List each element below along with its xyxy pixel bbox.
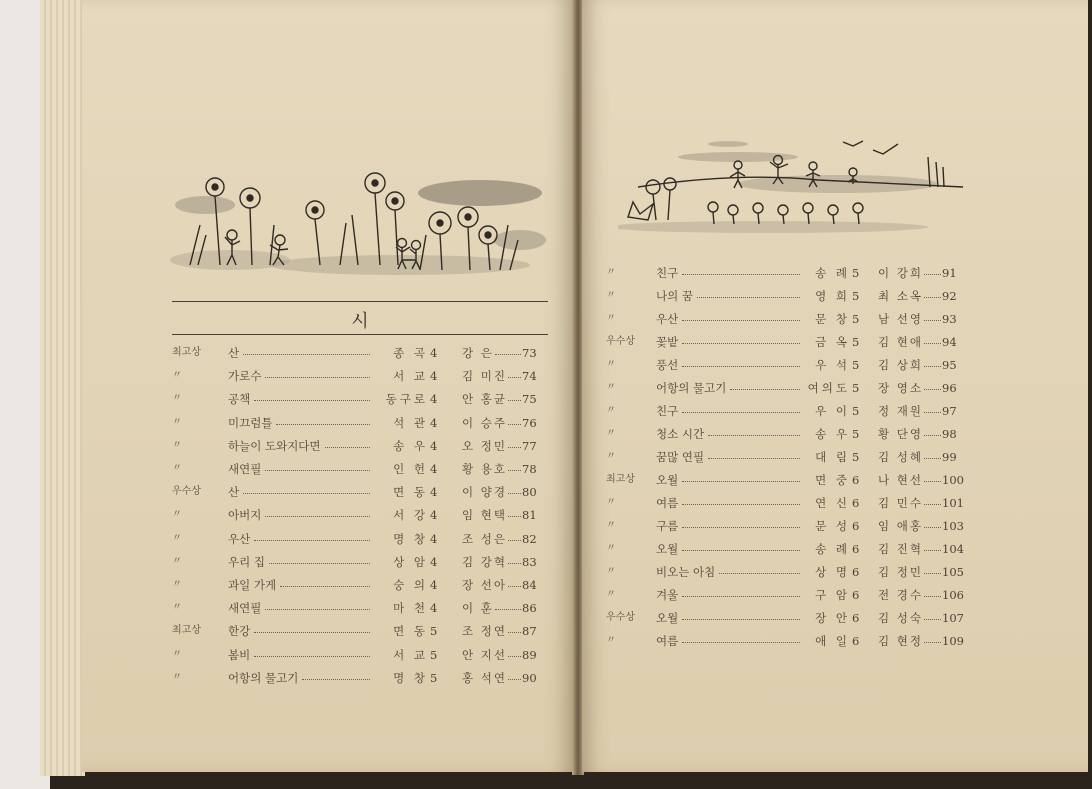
toc-award: 〃	[172, 463, 182, 474]
dot-leader	[265, 470, 370, 471]
toc-school: 송 우	[393, 438, 428, 453]
toc-grade: 5	[852, 312, 860, 326]
toc-page-number: 96	[942, 381, 957, 395]
toc-grade: 5	[430, 647, 438, 662]
dot-leader	[682, 366, 800, 367]
toc-title: 겨울	[656, 588, 679, 602]
toc-school: 송 우	[815, 427, 850, 441]
toc-poet: 김 현정	[878, 634, 923, 648]
dot-leader	[924, 458, 941, 459]
toc-poet: 이 훈	[462, 601, 494, 616]
toc-poet: 정 재원	[878, 404, 923, 418]
dot-leader	[924, 573, 941, 574]
toc-award: 〃	[606, 635, 616, 646]
toc-school: 애 일	[815, 634, 850, 648]
toc-title: 친구	[656, 404, 679, 418]
toc-poet: 남 선영	[878, 312, 923, 326]
toc-award: 우수상	[606, 612, 635, 623]
dot-leader	[924, 527, 941, 528]
toc-poet: 장 선아	[462, 578, 507, 592]
toc-page-number: 75	[522, 392, 537, 407]
toc-title: 여름	[656, 496, 679, 510]
toc-entry	[606, 584, 986, 606]
dot-leader	[508, 586, 521, 587]
toc-title: 나의 꿈	[656, 289, 693, 303]
toc-school: 상 암	[393, 554, 428, 569]
toc-title: 꿈많 연필	[656, 450, 705, 464]
toc-award: 〃	[172, 671, 182, 683]
toc-award: 〃	[606, 313, 616, 324]
toc-grade: 6	[852, 542, 860, 556]
toc-entry	[606, 561, 986, 583]
dot-leader	[924, 435, 941, 436]
dot-leader	[682, 412, 800, 413]
toc-school: 면 동	[393, 624, 428, 639]
toc-award: 〃	[606, 589, 616, 600]
toc-title: 가로수	[228, 369, 262, 384]
toc-award: 최고상	[172, 625, 201, 637]
toc-award: 〃	[606, 566, 616, 577]
toc-grade: 6	[852, 519, 860, 533]
toc-entry	[606, 308, 986, 330]
children-hill-birds-illustration	[618, 132, 970, 237]
toc-entry	[172, 388, 552, 410]
toc-title: 비오는 아침	[656, 565, 716, 579]
toc-grade: 5	[852, 289, 860, 303]
dot-leader	[508, 470, 521, 471]
toc-grade: 6	[852, 473, 860, 487]
toc-school: 면 동	[393, 485, 428, 500]
toc-entry	[172, 574, 552, 596]
toc-grade: 6	[852, 611, 860, 625]
toc-school: 상 명	[815, 565, 850, 579]
toc-grade: 4	[430, 578, 438, 592]
dot-leader	[508, 447, 521, 448]
dot-leader	[924, 320, 941, 321]
toc-grade: 5	[852, 335, 860, 349]
dot-leader	[254, 656, 370, 657]
dot-leader	[508, 516, 521, 517]
toc-entry	[172, 412, 552, 434]
toc-award: 〃	[606, 359, 616, 370]
toc-poet: 조 성은	[462, 531, 507, 546]
toc-page-number: 105	[942, 565, 964, 579]
toc-title: 한강	[228, 624, 251, 639]
toc-entry	[172, 551, 552, 573]
toc-school: 명 창	[393, 531, 428, 546]
dot-leader	[254, 540, 370, 541]
dot-leader	[682, 596, 800, 597]
dot-leader	[508, 679, 521, 680]
dot-leader	[924, 550, 941, 551]
toc-grade: 4	[430, 462, 438, 476]
toc-award: 〃	[606, 382, 616, 393]
toc-poet: 김 정민	[878, 565, 923, 579]
section-title: 시	[351, 311, 369, 332]
toc-school: 면 중	[815, 473, 850, 487]
toc-title: 꽃밭	[656, 335, 679, 349]
toc-page-number: 89	[522, 647, 537, 662]
dot-leader	[508, 493, 521, 494]
toc-poet: 이 양경	[462, 485, 507, 500]
toc-poet: 안 홍균	[462, 392, 507, 407]
toc-title: 산	[228, 346, 240, 360]
toc-page-number: 77	[522, 438, 537, 453]
toc-entry	[172, 342, 552, 364]
dot-leader	[325, 447, 370, 448]
toc-poet: 조 정연	[462, 624, 507, 639]
dot-leader	[302, 679, 370, 680]
toc-page-number: 95	[942, 358, 957, 372]
toc-page-number: 87	[522, 624, 537, 639]
dot-leader	[730, 389, 800, 390]
toc-award: 〃	[606, 520, 616, 531]
toc-page-number: 80	[522, 485, 537, 500]
toc-page-number: 93	[942, 312, 957, 326]
dot-leader	[269, 563, 370, 564]
toc-title: 새연필	[228, 462, 262, 476]
toc-page-number: 91	[942, 266, 957, 280]
dot-leader	[682, 550, 800, 551]
toc-school: 종 곡	[393, 346, 428, 360]
toc-grade: 4	[430, 554, 438, 569]
toc-entry	[606, 377, 986, 399]
toc-page-number: 98	[942, 427, 957, 441]
toc-grade: 5	[852, 404, 860, 418]
toc-page-number: 100	[942, 473, 964, 487]
toc-entry	[606, 400, 986, 422]
toc-award: 우수상	[606, 336, 635, 347]
toc-award: 〃	[172, 393, 182, 405]
toc-poet: 오 정민	[462, 438, 507, 453]
toc-entry	[606, 423, 986, 445]
toc-grade: 6	[852, 634, 860, 648]
toc-page-number: 90	[522, 670, 537, 685]
toc-school: 동구로	[385, 392, 428, 407]
toc-award: 〃	[606, 543, 616, 554]
toc-school: 여의도	[807, 381, 850, 395]
dot-leader	[682, 343, 800, 344]
toc-school: 송 례	[815, 542, 850, 556]
dot-leader	[265, 516, 370, 517]
dot-leader	[682, 481, 800, 482]
dot-leader	[243, 493, 370, 494]
toc-poet: 안 지선	[462, 647, 507, 662]
toc-grade: 4	[430, 601, 438, 616]
toc-grade: 6	[852, 496, 860, 510]
dot-leader	[924, 504, 941, 505]
toc-title: 어항의 물고기	[228, 670, 299, 685]
toc-title: 하늘이 도와지다면	[228, 438, 321, 453]
toc-poet: 나 현선	[878, 473, 923, 487]
toc-entry	[172, 458, 552, 480]
toc-award: 〃	[606, 497, 616, 508]
toc-entry	[606, 492, 986, 514]
toc-title: 여름	[656, 634, 679, 648]
toc-grade: 5	[852, 450, 860, 464]
toc-school: 연 신	[815, 496, 850, 510]
toc-entry	[606, 515, 986, 537]
toc-entry	[606, 630, 986, 652]
toc-grade: 5	[852, 358, 860, 372]
toc-title: 풍선	[656, 358, 679, 372]
toc-page-number: 92	[942, 289, 957, 303]
dot-leader	[265, 609, 370, 610]
toc-school: 서 교	[393, 647, 428, 662]
toc-entry	[606, 469, 986, 491]
dot-leader	[682, 320, 800, 321]
dot-leader	[708, 435, 800, 436]
dot-leader	[682, 642, 800, 643]
toc-page-number: 109	[942, 634, 964, 648]
toc-title: 봄비	[228, 647, 251, 662]
toc-award: 〃	[172, 532, 182, 544]
toc-title: 아버지	[228, 508, 262, 523]
toc-award: 〃	[172, 509, 182, 521]
toc-school: 송 례	[815, 266, 850, 280]
toc-page-number: 99	[942, 450, 957, 464]
toc-entry	[172, 481, 552, 503]
toc-page-number: 74	[522, 369, 537, 384]
toc-poet: 이 강희	[878, 266, 923, 280]
dot-leader	[682, 274, 800, 275]
toc-poet: 김 민수	[878, 496, 923, 510]
toc-entry	[606, 446, 986, 468]
toc-page-number: 76	[522, 415, 537, 430]
dot-leader	[508, 563, 521, 564]
toc-grade: 6	[852, 565, 860, 579]
toc-title: 우산	[228, 531, 251, 546]
dot-leader	[280, 586, 370, 587]
toc-page-number: 97	[942, 404, 957, 418]
toc-poet: 장 영소	[878, 381, 923, 395]
toc-award: 우수상	[172, 486, 201, 498]
toc-title: 산	[228, 485, 240, 500]
dot-leader	[508, 540, 521, 541]
toc-title: 우리 집	[228, 554, 265, 569]
dot-leader	[243, 354, 370, 355]
toc-school: 인 헌	[393, 462, 428, 476]
toc-entry	[606, 538, 986, 560]
dot-leader	[254, 400, 370, 401]
toc-school: 우 석	[815, 358, 850, 372]
toc-award: 〃	[606, 405, 616, 416]
flowers-children-illustration	[170, 165, 550, 280]
toc-grade: 5	[430, 670, 438, 685]
dot-leader	[508, 424, 521, 425]
dot-leader	[924, 274, 941, 275]
toc-title: 우산	[656, 312, 679, 326]
toc-title: 어항의 물고기	[656, 381, 727, 395]
toc-school: 문 창	[815, 312, 850, 326]
section-rule-top	[172, 301, 548, 302]
toc-entry	[172, 365, 552, 387]
dot-leader	[508, 632, 521, 633]
toc-grade: 4	[430, 346, 438, 360]
toc-title: 친구	[656, 266, 679, 280]
toc-poet: 최 소옥	[878, 289, 923, 303]
toc-school: 서 교	[393, 369, 428, 384]
toc-poet: 임 애홍	[878, 519, 923, 533]
toc-school: 석 관	[393, 415, 428, 430]
dot-leader	[924, 343, 941, 344]
dot-leader	[495, 609, 521, 610]
toc-school: 숭 의	[393, 578, 428, 592]
toc-grade: 4	[430, 485, 438, 500]
toc-award: 〃	[172, 416, 182, 428]
toc-school: 우 이	[815, 404, 850, 418]
toc-grade: 5	[852, 381, 860, 395]
toc-grade: 4	[430, 438, 438, 453]
toc-school: 영 희	[815, 289, 850, 303]
toc-poet: 황 단영	[878, 427, 923, 441]
toc-title: 미끄럼틀	[228, 415, 273, 430]
dot-leader	[254, 632, 370, 633]
toc-page-number: 81	[522, 508, 537, 523]
dot-leader	[508, 400, 521, 401]
toc-poet: 황 용호	[462, 462, 507, 476]
dot-leader	[697, 297, 800, 298]
toc-grade: 4	[430, 508, 438, 523]
toc-title: 오월	[656, 473, 679, 487]
toc-grade: 5	[852, 427, 860, 441]
toc-award: 〃	[172, 579, 182, 590]
page-edges	[40, 0, 85, 776]
dot-leader	[508, 656, 521, 657]
toc-page-number: 78	[522, 462, 537, 476]
toc-grade: 4	[430, 392, 438, 407]
dot-leader	[682, 527, 800, 528]
toc-page-number: 73	[522, 346, 537, 360]
toc-poet: 김 성숙	[878, 611, 923, 625]
toc-school: 명 창	[393, 670, 428, 685]
toc-page-number: 83	[522, 554, 537, 569]
dot-leader	[719, 573, 800, 574]
toc-title: 오월	[656, 542, 679, 556]
toc-poet: 김 진혁	[878, 542, 923, 556]
toc-entry	[172, 528, 552, 550]
dot-leader	[924, 297, 941, 298]
toc-poet: 김 현애	[878, 335, 923, 349]
toc-award: 최고상	[606, 474, 635, 485]
toc-grade: 5	[430, 624, 438, 639]
toc-grade: 4	[430, 531, 438, 546]
toc-page-number: 84	[522, 578, 537, 592]
toc-award: 〃	[606, 451, 616, 462]
toc-title: 과일 가게	[228, 578, 277, 592]
dot-leader	[924, 412, 941, 413]
toc-entry	[172, 597, 552, 619]
toc-page-number: 82	[522, 531, 537, 546]
dot-leader	[924, 596, 941, 597]
toc-award: 〃	[172, 555, 182, 567]
section-rule-bottom	[172, 334, 548, 335]
dot-leader	[924, 481, 941, 482]
toc-entry	[606, 607, 986, 629]
toc-poet: 김 미진	[462, 369, 507, 384]
toc-award: 최고상	[172, 347, 201, 358]
toc-poet: 김 성혜	[878, 450, 923, 464]
toc-award: 〃	[172, 648, 182, 660]
dot-leader	[276, 424, 370, 425]
dot-leader	[682, 619, 800, 620]
toc-entry	[606, 262, 986, 284]
toc-grade: 6	[852, 588, 860, 602]
toc-school: 구 암	[815, 588, 850, 602]
toc-school: 문 성	[815, 519, 850, 533]
toc-award: 〃	[606, 267, 616, 278]
toc-title: 구름	[656, 519, 679, 533]
toc-school: 장 안	[815, 611, 850, 625]
toc-entry	[172, 504, 552, 526]
toc-school: 금 옥	[815, 335, 850, 349]
toc-poet: 전 경수	[878, 588, 923, 602]
toc-poet: 홍 석연	[462, 670, 507, 685]
toc-entry	[606, 331, 986, 353]
toc-poet: 김 상희	[878, 358, 923, 372]
dot-leader	[924, 389, 941, 390]
dot-leader	[708, 458, 800, 459]
toc-award: 〃	[172, 439, 182, 451]
dot-leader	[682, 504, 800, 505]
toc-grade: 4	[430, 415, 438, 430]
dot-leader	[924, 642, 941, 643]
toc-page-number: 94	[942, 335, 957, 349]
toc-page-number: 106	[942, 588, 964, 602]
toc-award: 〃	[172, 370, 182, 382]
toc-title: 오월	[656, 611, 679, 625]
toc-entry	[172, 435, 552, 457]
dot-leader	[924, 366, 941, 367]
toc-title: 새연필	[228, 601, 262, 616]
toc-page-number: 101	[942, 496, 964, 510]
toc-grade: 5	[852, 266, 860, 280]
toc-poet: 이 승주	[462, 415, 507, 430]
toc-school: 마 천	[393, 601, 428, 616]
dot-leader	[508, 377, 521, 378]
toc-entry	[606, 354, 986, 376]
toc-entry	[172, 667, 552, 689]
toc-page-number: 103	[942, 519, 964, 533]
toc-entry	[172, 620, 552, 642]
toc-poet: 김 강혁	[462, 554, 507, 569]
toc-school: 대 림	[815, 450, 850, 464]
toc-page-number: 104	[942, 542, 964, 556]
toc-title: 청소 시간	[656, 427, 705, 441]
dot-leader	[924, 619, 941, 620]
toc-award: 〃	[606, 290, 616, 301]
toc-page-number: 107	[942, 611, 964, 625]
toc-page-number: 86	[522, 601, 537, 616]
dot-leader	[265, 377, 370, 378]
toc-school: 서 강	[393, 508, 428, 523]
toc-grade: 4	[430, 369, 438, 384]
toc-poet: 강 은	[462, 346, 494, 360]
toc-award: 〃	[606, 428, 616, 439]
dot-leader	[495, 354, 521, 355]
toc-entry	[172, 644, 552, 666]
toc-poet: 임 현택	[462, 508, 507, 523]
toc-title: 공책	[228, 392, 251, 407]
toc-entry	[606, 285, 986, 307]
toc-award: 〃	[172, 602, 182, 614]
